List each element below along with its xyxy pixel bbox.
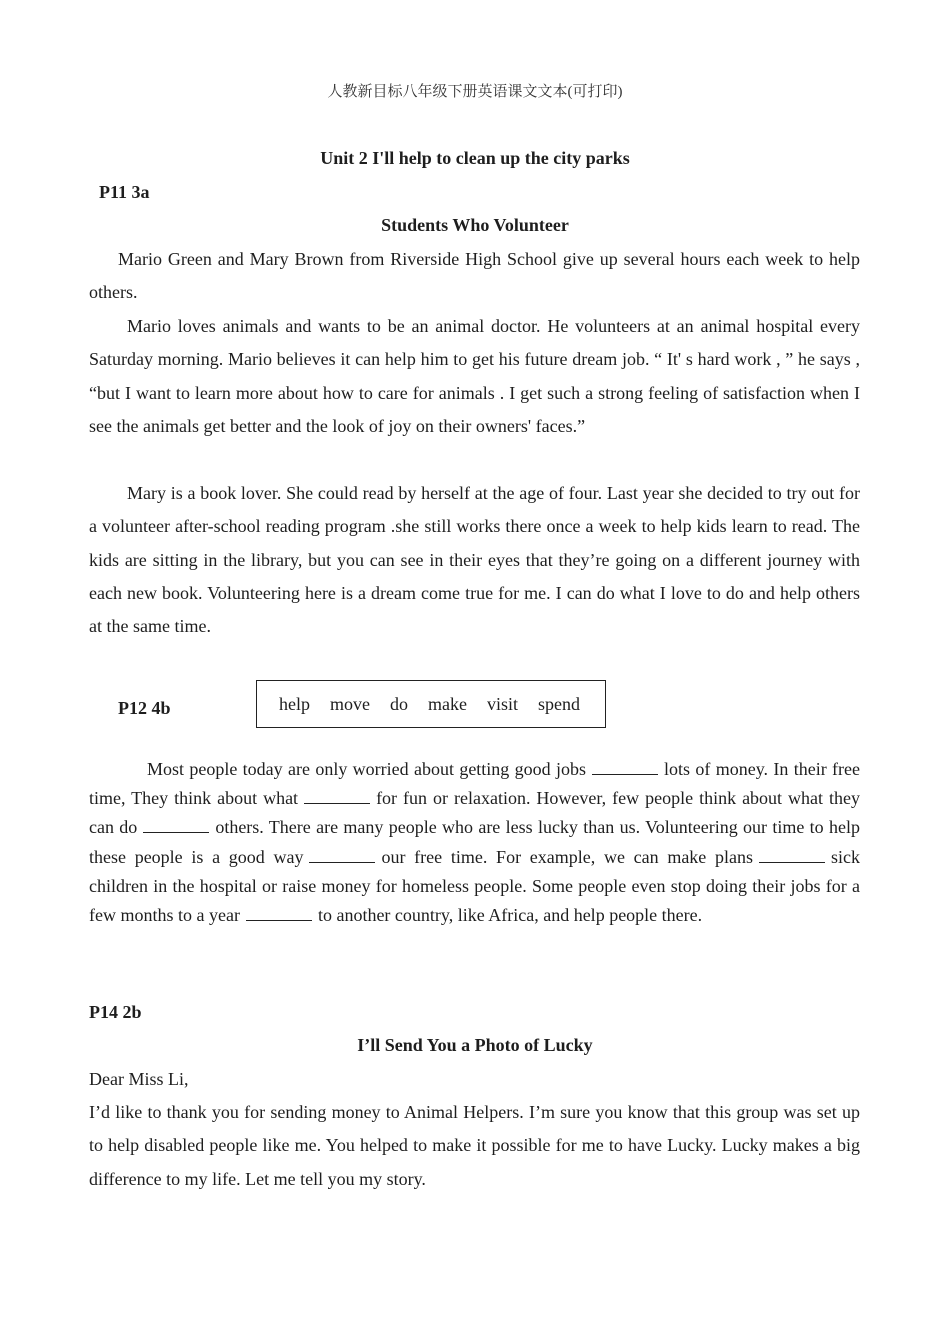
word-bank-item: help xyxy=(279,693,310,714)
word-bank-item: spend xyxy=(538,693,580,714)
reading-title-students-who-volunteer: Students Who Volunteer xyxy=(381,215,569,235)
section-label-p11: P11 3a xyxy=(99,182,150,202)
section-label-p12: P12 4b xyxy=(118,698,171,718)
passage-text: sick children in the hospital or raise money for homeless people. Some people even stop doing their jobs for a few months to a year xyxy=(89,846,860,926)
paragraph-mary: Mary is a book lover. She could read by herself at the age of four. Last year she decided to try out for a volunteer after-school reading program .she still works there once a week to help kids learn to read. The kids are sitting in the library, but you can see in their eyes that they’re going on a different journey with each new book. Volunteering here is a dream come true for me. I can do what I love to do and help others at the same time. xyxy=(89,483,860,637)
passage-text: for fun or relaxation. However, few people think about what they can do xyxy=(89,788,860,838)
unit-title: Unit 2 I'll help to clean up the city parks xyxy=(320,148,630,168)
passage-text: to another country, like Africa, and help people there. xyxy=(317,905,703,926)
answer-blank-5[interactable] xyxy=(759,848,825,863)
word-bank-box xyxy=(256,680,606,728)
word-bank-item: move xyxy=(330,693,370,714)
word-bank-item: make xyxy=(428,693,467,714)
answer-blank-2[interactable] xyxy=(304,789,370,804)
fill-in-blank-passage xyxy=(89,755,860,930)
passage-text: others. There are many people who are less lucky than us. Volunteering our time to help these people is a good way xyxy=(89,817,860,867)
letter-paragraph: I’d like to thank you for sending money to Animal Helpers. I’m sure you know that this group was set up to help disabled people like me. You helped to make it possible for me to have Lucky. Lucky makes a big difference to my life. Let me tell you my story. xyxy=(89,1102,860,1189)
answer-blank-1[interactable] xyxy=(592,760,658,775)
reading-title-photo-of-lucky: I’ll Send You a Photo of Lucky xyxy=(357,1035,593,1055)
answer-blank-3[interactable] xyxy=(143,818,209,833)
passage-text: Most people today are only worried about getting good jobs xyxy=(147,759,587,779)
letter-greeting: Dear Miss Li, xyxy=(89,1069,189,1089)
word-bank-item: visit xyxy=(486,693,518,714)
answer-blank-6[interactable] xyxy=(246,906,312,921)
paragraph-intro: Mario Green and Mary Brown from Riverside High School give up several hours each week to help others. xyxy=(89,249,860,303)
section-label-p14: P14 2b xyxy=(89,1002,142,1022)
paragraph-mario: Mario loves animals and wants to be an animal doctor. He volunteers at an animal hospital every Saturday morning. Mario believes it can help him to get his future dream job. “ It' s hard work , ” he says , “but I want to learn more about how to care for animals . I get such a strong feeling of satisfaction when I see the animals get better and the look of joy on their owners' faces.” xyxy=(89,316,860,436)
answer-blank-4[interactable] xyxy=(309,848,375,863)
passage-text: lots of money. In their free time, They think about what xyxy=(89,759,860,809)
word-bank-item: do xyxy=(390,693,408,714)
page-header: 人教新目标八年级下册英语课文文本(可打印) xyxy=(327,84,623,100)
passage-text: our free time. For example, we can make plans xyxy=(381,846,753,867)
